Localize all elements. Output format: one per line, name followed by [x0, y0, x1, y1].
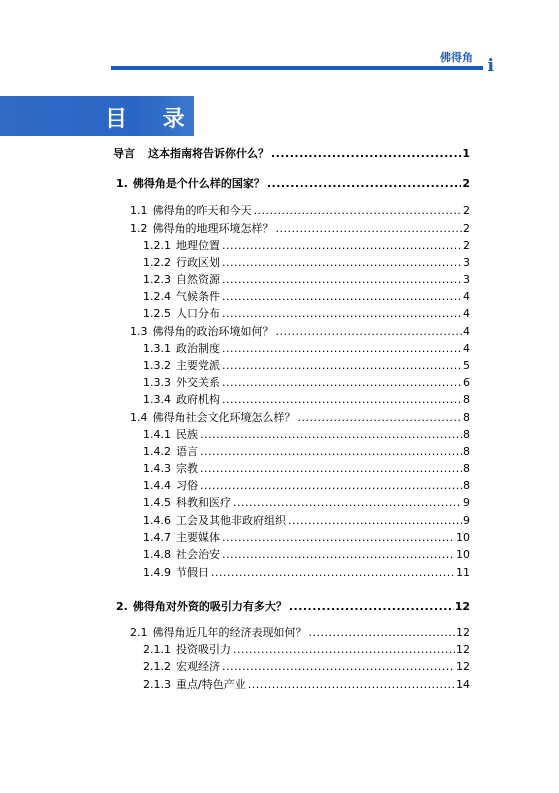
toc-entry[interactable] [143, 237, 470, 253]
toc-entry-title: 重点/特色产业 [176, 678, 246, 691]
toc-entry-title: 民族 [176, 428, 198, 441]
toc-entry-page: 12 [454, 600, 470, 613]
toc-entry-page: 2 [462, 177, 470, 190]
toc-entry-page: 12 [456, 660, 470, 673]
toc-leader-dots [276, 222, 463, 236]
toc-entry-page: 8 [463, 479, 470, 492]
toc-leader-dots [233, 496, 462, 510]
toc-entry-number: 1.1 [130, 204, 148, 217]
toc-leader-dots [298, 411, 463, 425]
toc-entry-title: 主要党派 [176, 359, 220, 372]
toc-entry-number: 1.4.4 [143, 479, 171, 492]
toc-entry[interactable] [143, 305, 470, 321]
toc-leader-dots [222, 359, 462, 373]
toc-entry[interactable] [143, 546, 470, 562]
toc-entry-page: 10 [456, 531, 470, 544]
toc-entry[interactable] [116, 175, 470, 191]
toc-entry-page: 14 [456, 678, 470, 691]
toc-entry[interactable] [143, 676, 470, 692]
toc-leader-dots [222, 307, 462, 321]
toc-entry-page: 9 [463, 514, 470, 527]
toc-entry-title: 佛得角社会文化环境怎么样？ [152, 411, 296, 424]
toc-leader-dots [222, 660, 455, 674]
toc-leader-dots [222, 342, 462, 356]
header-rule [111, 66, 483, 70]
toc-leader-dots [267, 177, 462, 191]
toc-leader-dots [222, 548, 455, 562]
toc-entry-title: 宏观经济 [176, 660, 220, 673]
toc-entry[interactable] [143, 254, 470, 270]
toc-leader-dots [288, 514, 462, 528]
toc-entry-title: 佛得角对外资的吸引力有多大？ [132, 600, 287, 613]
toc-leader-dots [200, 462, 462, 476]
toc-entry-title: 地理位置 [176, 239, 220, 252]
toc-entry-title: 佛得角近几年的经济表现如何？ [152, 626, 307, 639]
toc-leader-dots [222, 239, 462, 253]
toc-entry-number: 1.4.2 [143, 445, 171, 458]
toc-entry-page: 10 [456, 548, 470, 561]
toc-entry[interactable] [143, 658, 470, 674]
toc-entry-page: 12 [456, 626, 470, 639]
toc-entry-number: 1.2.3 [143, 273, 171, 286]
toc-leader-dots [222, 273, 462, 287]
toc-leader-dots [222, 531, 455, 545]
running-header-title: 佛得角 [440, 51, 473, 64]
toc-leader-dots [276, 325, 463, 339]
toc-entry-title: 佛得角的政治环境如何？ [152, 325, 274, 338]
toc-leader-dots [271, 147, 461, 161]
toc-leader-dots [200, 445, 462, 459]
toc-entry-page: 8 [463, 411, 470, 424]
toc-entry-page: 4 [463, 342, 470, 355]
toc-entry[interactable] [130, 624, 470, 640]
toc-entry-number: 1.2.4 [143, 290, 171, 303]
toc-entry-number: 1.3.1 [143, 342, 171, 355]
toc-entry-title: 行政区划 [176, 256, 220, 269]
toc-entry-title: 气候条件 [176, 290, 220, 303]
toc-leader-dots [233, 643, 455, 657]
toc-leader-dots [248, 678, 455, 692]
toc-entry-number: 2.1.1 [143, 643, 171, 656]
toc-entry[interactable] [143, 529, 470, 545]
toc-entry-title: 人口分布 [176, 307, 220, 320]
toc-entry-page: 8 [463, 445, 470, 458]
toc-entry-number: 1.4 [130, 411, 148, 424]
toc-entry-title: 这本指南将告诉你什么？ [148, 147, 269, 160]
toc-entry-number: 1.2 [130, 222, 148, 235]
toc-entry-page: 8 [463, 428, 470, 441]
toc-entry-title: 工会及其他非政府组织 [176, 514, 286, 527]
toc-entry-number: 1.3.3 [143, 376, 171, 389]
page-number: i [487, 56, 494, 76]
toc-leader-dots [222, 290, 462, 304]
toc-leader-dots [222, 393, 462, 407]
toc-entry[interactable] [143, 460, 470, 476]
toc-entry[interactable] [113, 145, 470, 161]
toc-entry-number: 2.1 [130, 626, 148, 639]
toc-entry[interactable] [143, 340, 470, 356]
toc-entry[interactable] [130, 323, 470, 339]
toc-entry-title: 宗教 [176, 462, 198, 475]
toc-entry-number: 1.4.9 [143, 566, 171, 579]
toc-entry-page: 9 [463, 496, 470, 509]
toc-entry-title: 社会治安 [176, 548, 220, 561]
toc-entry-page: 4 [463, 290, 470, 303]
toc-leader-dots [222, 376, 462, 390]
toc-entry-number: 导言 [113, 147, 135, 160]
toc-leader-dots [200, 428, 462, 442]
toc-entry-page: 11 [456, 566, 470, 579]
toc-entry-page: 1 [462, 147, 470, 160]
toc-entry-title: 节假日 [176, 566, 209, 579]
toc-entry-title: 佛得角是个什么样的国家？ [132, 177, 265, 190]
toc-entry-number: 1.2.5 [143, 307, 171, 320]
toc-leader-dots [254, 204, 463, 218]
toc-entry-number: 1.3.2 [143, 359, 171, 372]
toc-entry-number: 1.4.1 [143, 428, 171, 441]
toc-entry-page: 4 [463, 307, 470, 320]
toc-entry[interactable] [143, 564, 470, 580]
toc-entry[interactable] [143, 391, 470, 407]
toc-entry[interactable] [116, 598, 470, 614]
toc-entry[interactable] [143, 641, 470, 657]
toc-entry[interactable] [143, 512, 470, 528]
toc-entry-page: 4 [463, 325, 470, 338]
toc-entry-number: 1.4.3 [143, 462, 171, 475]
toc-entry-page: 6 [463, 376, 470, 389]
toc-entry-page: 5 [463, 359, 470, 372]
toc-entry-number: 1. [116, 177, 128, 190]
toc-entry[interactable] [143, 477, 470, 493]
toc-entry-number: 2.1.2 [143, 660, 171, 673]
toc-heading: 目 录 [105, 107, 199, 132]
toc-entry-page: 2 [463, 222, 470, 235]
toc-leader-dots [289, 600, 454, 614]
toc-entry-page: 2 [463, 239, 470, 252]
toc-entry-page: 3 [463, 273, 470, 286]
toc-entry[interactable] [130, 220, 470, 236]
toc-entry-number: 1.3 [130, 325, 148, 338]
toc-entry-number: 1.4.5 [143, 496, 171, 509]
toc-entry[interactable] [143, 374, 470, 390]
toc-entry[interactable] [130, 202, 470, 218]
toc-entry[interactable] [143, 357, 470, 373]
toc-entry-number: 1.2.1 [143, 239, 171, 252]
toc-entry-title: 习俗 [176, 479, 198, 492]
toc-entry[interactable] [143, 288, 470, 304]
toc-leader-dots [200, 479, 462, 493]
toc-entry-title: 语言 [176, 445, 198, 458]
toc-entry[interactable] [130, 409, 470, 425]
toc-entry-title: 科教和医疗 [176, 496, 231, 509]
toc-entry-number: 1.4.6 [143, 514, 171, 527]
toc-entry-page: 12 [456, 643, 470, 656]
toc-entry-page: 2 [463, 204, 470, 217]
toc-entry-number: 1.2.2 [143, 256, 171, 269]
toc-entry-title: 主要媒体 [176, 531, 220, 544]
toc-entry-title: 政府机构 [176, 393, 220, 406]
toc-leader-dots [211, 566, 455, 580]
toc-entry[interactable] [143, 443, 470, 459]
toc-entry-page: 3 [463, 256, 470, 269]
toc-entry-number: 1.3.4 [143, 393, 171, 406]
toc-entry-title: 政治制度 [176, 342, 220, 355]
toc-entry-title: 外交关系 [176, 376, 220, 389]
toc-entry[interactable] [143, 426, 470, 442]
toc-leader-dots [222, 256, 462, 270]
toc-entry-title: 佛得角的昨天和今天 [152, 204, 252, 217]
toc-entry-number: 1.4.8 [143, 548, 171, 561]
toc-entry[interactable] [143, 271, 470, 287]
toc-entry-number: 2. [116, 600, 128, 613]
toc-entry-title: 投资吸引力 [176, 643, 231, 656]
toc-entry[interactable] [143, 494, 470, 510]
toc-leader-dots [309, 626, 456, 640]
toc-entry-title: 自然资源 [176, 273, 220, 286]
toc-entry-page: 8 [463, 462, 470, 475]
toc-entry-number: 1.4.7 [143, 531, 171, 544]
toc-entry-title: 佛得角的地理环境怎样？ [152, 222, 274, 235]
toc-entry-number: 2.1.3 [143, 678, 171, 691]
toc-entry-page: 8 [463, 393, 470, 406]
